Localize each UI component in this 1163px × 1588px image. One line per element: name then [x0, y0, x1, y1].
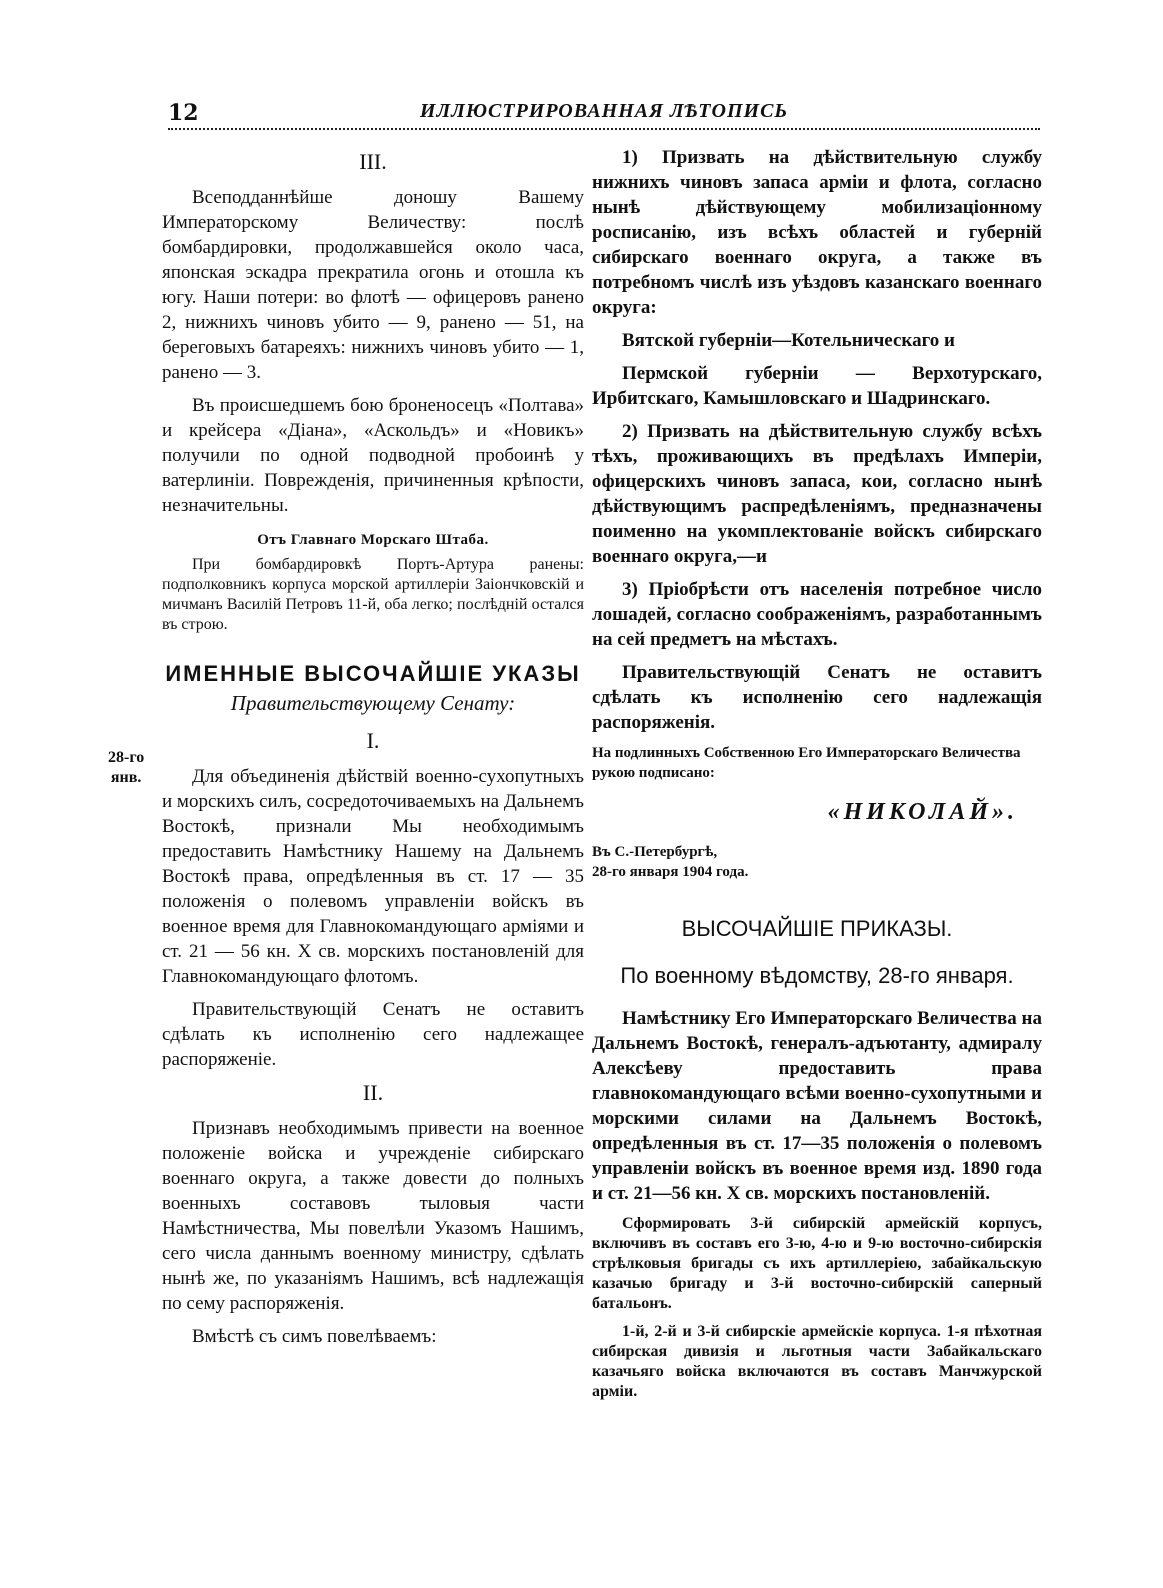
naval-staff-text: При бомбардировкѣ Портъ-Артура ранены: подполковникъ корпуса морской артиллеріи Заіончковскій и мичманъ Василій Петровъ 11-й, оба легко; послѣдній остался въ строю. [162, 556, 584, 633]
page-number: 12 [168, 100, 199, 126]
decrees-subtitle: Правительствующему Сенату: [230, 691, 516, 715]
section-heading-iii: III. [359, 149, 387, 174]
decree-ii-paragraph-1: Признавъ необходимымъ привести на военное положеніе войска и учрежденіе сибирскаго военнаго округа, а также довести до полныхъ военныхъ составовъ тыловыя части Намѣстничества, Мы повелѣли Указомъ Нашимъ, сего числа даннымъ военному министру, сдѣлать нынѣ же, по указаніямъ Нашимъ, всѣ надлежащія по сему распоряженія. [162, 1118, 584, 1314]
signature: «НИКОЛАЙ». [827, 799, 1018, 825]
order-item-1-perm: Пермской губерніи — Верхотурскаго, Ирбитскаго, Камышловскаго и Шадринскаго. [592, 363, 1042, 409]
orders-title: ВЫСОЧАЙШІЕ ПРИКАЗЫ. [681, 916, 953, 941]
running-title: ИЛЛЮСТРИРОВАННАЯ ЛѢТОПИСЬ [419, 100, 789, 122]
orders-subtitle: По военному вѣдомству, 28-го января. [620, 963, 1014, 988]
order-item-1-vyatka: Вятской губерніи—Котельническаго и [622, 330, 955, 351]
decrees-title: ИМЕННЫЕ ВЫСОЧАЙШІЕ УКАЗЫ [165, 661, 581, 686]
order-item-2: 2) Призвать на дѣйствительную службу всѣхъ тѣхъ, проживающихъ въ предѣлахъ Имперіи, офицерскихъ чиновъ запаса, кои, согласно нынѣ дѣйствующимъ распредѣленіямъ, предназначены поименно на укомплектованіе войскъ сибирскаго военнаго округа,—и [592, 421, 1042, 567]
signed-note: На подлинныхъ Собственною Его Императорскаго Величества рукою подписано: [592, 745, 1021, 781]
decree-ii-paragraph-2: Вмѣстѣ съ симъ повелѣваемъ: [192, 1326, 437, 1347]
left-column [162, 145, 584, 1357]
date: 28-го января 1904 года. [592, 864, 749, 880]
decree-i-paragraph-1: Для объединенія дѣйствій военно-сухопутныхъ и морскихъ силъ, сосредоточиваемыхъ на Дальнемъ Востокѣ, признали Мы необходимымъ предоставить Намѣстнику Нашему на Дальнемъ Востокѣ права, опредѣленныя въ ст. 17 — 35 положенія о полевомъ управленіи войскъ въ военное время для Главнокомандующаго арміями и ст. 21 — 56 кн. X св. морскихъ постановленій для Главнокомандующаго флотомъ. [162, 766, 584, 987]
manchurian-army-order: 1-й, 2-й и 3-й сибирскіе армейскіе корпуса. 1-я пѣхотная сибирская дивизія и льготныя части Забайкальскаго казачьяго войска включаются въ составъ Манчжурской арміи. [592, 1323, 1042, 1400]
section-heading-ii: II. [362, 1080, 384, 1105]
viceroy-order: Намѣстнику Его Императорскаго Величества на Дальнемъ Востокѣ, генералъ-адъютанту, адмиралу Алексѣеву предоставить права главнокомандующаго всѣми военно-сухопутными и морскими силами на Дальнемъ Востокѣ, опредѣленныя въ ст. 17—35 положенія о полевомъ управленіи войскъ въ военное время изд. 1890 года и ст. 21—56 кн. X св. морскихъ постановленій. [592, 1008, 1042, 1204]
page-header [168, 98, 1040, 130]
senate-closing: Правительствующій Сенатъ не оставитъ сдѣлать къ исполненію сего надлежащія распоряженія. [592, 662, 1042, 733]
decree-i-paragraph-2: Правительствующій Сенатъ не оставитъ сдѣлать къ исполненію сего надлежащее распоряженіе. [162, 999, 584, 1070]
corps-formation-order: Сформировать 3-й сибирскій армейскій корпусъ, включивъ въ составъ его 3-ю, 4-ю и 9-ю восточно-сибирскія стрѣлковыя бригады съ ихъ артиллеріею, забайкальскую казачью бригаду и 3-й восточно-сибирскій саперный батальонъ. [592, 1215, 1042, 1312]
report-paragraph-1: Всеподданнѣйше доношу Вашему Императорскому Величеству: послѣ бомбардировки, продолжавшейся около часа, японская эскадра прекратила огонь и отошла къ югу. Наши потери: во флотѣ — офицеровъ ранено 2, нижнихъ чиновъ убито — 9, ранено — 51, на береговыхъ батареяхъ: нижнихъ чиновъ убито — 1, ранено — 3. [162, 187, 584, 383]
report-paragraph-2: Въ происшедшемъ бою броненосецъ «Полтава» и крейсера «Діана», «Аскольдъ» и «Новикъ» получили по одной подводной пробоинѣ у ватерлиніи. Поврежденія, причиненныя крѣпости, незначительны. [162, 395, 584, 516]
order-item-3: 3) Пріобрѣсти отъ населенія потребное число лошадей, согласно соображеніямъ, разработаннымъ на сей предметъ на мѣстахъ. [592, 579, 1042, 650]
place-date [592, 842, 1042, 882]
right-column [592, 145, 1042, 1410]
margin-date-day: 28-го [108, 749, 145, 766]
place: Въ С.-Петербургѣ, [592, 844, 718, 860]
margin-date [108, 748, 144, 788]
margin-date-month: янв. [110, 769, 142, 786]
order-item-1: 1) Призвать на дѣйствительную службу нижнихъ чиновъ запаса арміи и флота, согласно нынѣ дѣйствующему мобилизаціонному росписанію, изъ всѣхъ областей и губерній сибирскаго военнаго округа, а также въ потребномъ числѣ изъ уѣздовъ казанскаго военнаго округа: [592, 147, 1042, 318]
section-heading-i: I. [366, 728, 380, 753]
naval-staff-heading: Отъ Главнаго Морскаго Штаба. [257, 532, 489, 548]
